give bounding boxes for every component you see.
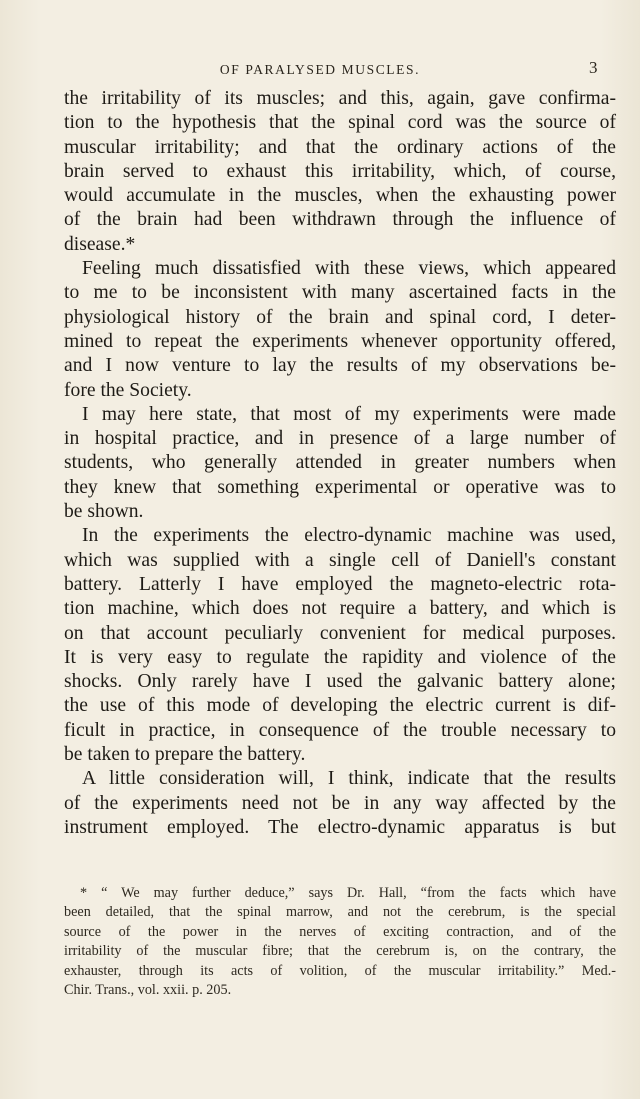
text-line: tion to the hypothesis that the spinal cord was the source of bbox=[64, 112, 616, 134]
text-line: would accumulate in the muscles, when the exhausting power bbox=[64, 185, 616, 207]
footnote-line: been detailed, that the spinal marrow, and not the cerebrum, is the special bbox=[64, 904, 616, 921]
text-line: of the brain had been withdrawn through the influence of bbox=[64, 209, 616, 231]
text-line: students, who generally attended in greater numbers when bbox=[64, 452, 616, 474]
running-title: OF PARALYSED MUSCLES. bbox=[219, 62, 421, 77]
text-line: It is very easy to regulate the rapidity and violence of the bbox=[64, 646, 616, 668]
text-line: to me to be inconsistent with many ascertained facts in the bbox=[64, 282, 616, 304]
footnote-line: Chir. Trans., vol. xxii. p. 205. bbox=[64, 981, 232, 998]
text-line: be taken to prepare the battery. bbox=[64, 744, 306, 766]
text-line: mined to repeat the experiments whenever opportunity offered, bbox=[64, 330, 616, 352]
footnote-line: source of the power in the nerves of exciting contraction, and of the bbox=[64, 923, 616, 940]
text-line: tion machine, which does not require a battery, and which is bbox=[64, 598, 616, 620]
text-line: on that account peculiarly convenient for medical purposes. bbox=[64, 622, 616, 644]
text-line: which was supplied with a single cell of Daniell's constant bbox=[64, 549, 616, 571]
text-line: Feeling much dissatisfied with these views, which appeared bbox=[82, 258, 616, 280]
text-line: of the experiments need not be in any way affected by the bbox=[64, 792, 616, 814]
text-line: fore the Society. bbox=[64, 379, 192, 401]
text-line: I may here state, that most of my experiments were made bbox=[82, 403, 616, 425]
text-line: in hospital practice, and in presence of a large number of bbox=[64, 428, 616, 450]
text-line: instrument employed. The electro-dynamic apparatus is but bbox=[64, 816, 616, 838]
text-line: physiological history of the brain and spinal cord, I deter- bbox=[64, 306, 616, 328]
text-line: they knew that something experimental or operative was to bbox=[64, 476, 616, 498]
text-line: muscular irritability; and that the ordinary actions of the bbox=[64, 136, 616, 158]
text-line: shocks. Only rarely have I used the galvanic battery alone; bbox=[64, 671, 616, 693]
footnote bbox=[64, 884, 616, 1000]
text-line: the irritability of its muscles; and this, again, gave confirma- bbox=[64, 88, 616, 109]
text-line: In the experiments the electro-dynamic machine was used, bbox=[82, 525, 616, 547]
text-line: brain served to exhaust this irritability, which, of course, bbox=[64, 160, 616, 182]
text-line: the use of this mode of developing the electric current is dif- bbox=[64, 695, 616, 717]
body-text bbox=[64, 87, 616, 840]
footnote-line: * “ We may further deduce,” says Dr. Hall, “from the facts which have bbox=[80, 885, 616, 901]
text-line: ficult in practice, in consequence of the trouble necessary to bbox=[64, 719, 616, 741]
text-line: battery. Latterly I have employed the magneto-electric rota- bbox=[64, 573, 616, 595]
text-line: disease.* bbox=[64, 233, 136, 255]
page-number: 3 bbox=[589, 58, 598, 77]
text-line: A little consideration will, I think, indicate that the results bbox=[82, 768, 616, 790]
footnote-line: irritability of the muscular fibre; that the cerebrum is, on the contrary, the bbox=[64, 943, 616, 960]
text-line: and I now venture to lay the results of my observations be- bbox=[64, 355, 616, 377]
text-line: be shown. bbox=[64, 501, 144, 523]
footnote-line: exhauster, through its acts of volition, of the muscular irritability.” Med.- bbox=[64, 962, 616, 979]
